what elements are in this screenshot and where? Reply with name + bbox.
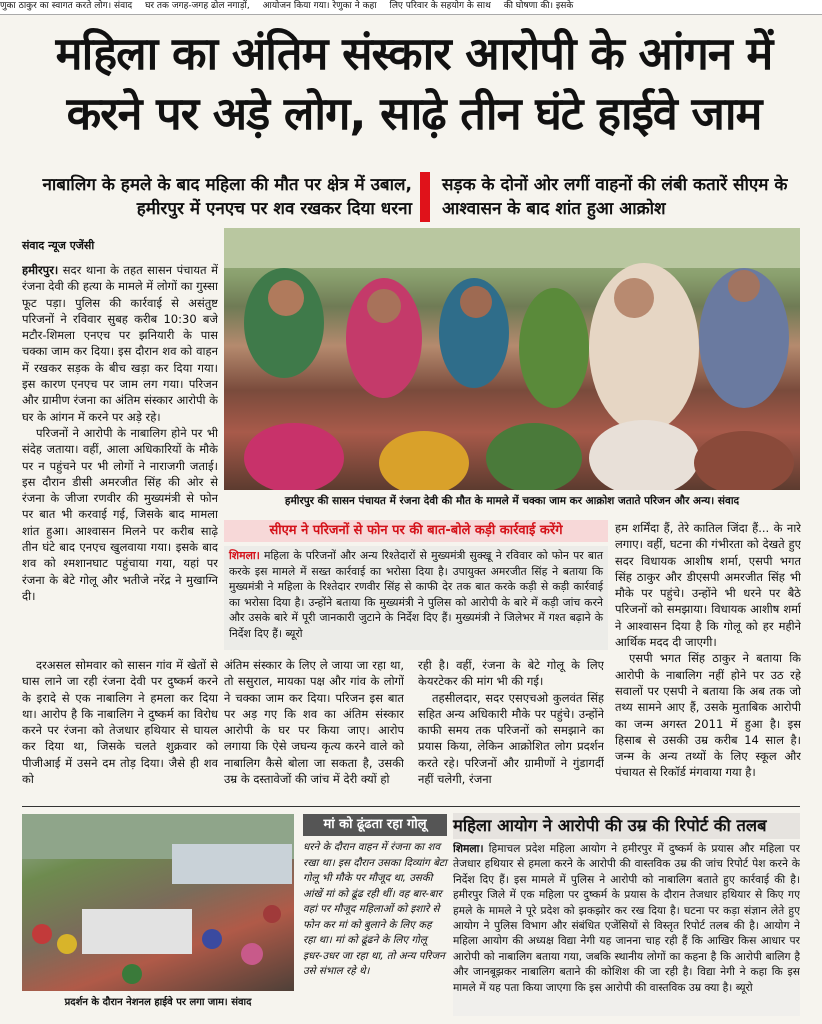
article-column-1 bbox=[22, 262, 218, 657]
article-column-1-bottom bbox=[22, 657, 218, 797]
paragraph: अंतिम संस्कार के लिए ले जाया जा रहा था, तो ससुराल, मायका पक्ष और गांव के लोगों ने चक्का जाम कर दिया। परिजन इस बात पर अड़ गए कि शव का अंतिम संस्कार आरोपी के घर पर किया जाए। आरोप लगाया कि ऐसे जघन्य कृत्य करने वाले को नाबालिग कैसे बोला जा सकता है, उसकी उम्र के दस्तावेजों की जांच में देरी क्यों हो bbox=[224, 658, 404, 787]
article-column-2 bbox=[224, 657, 404, 797]
commission-dateline: शिमला। bbox=[453, 842, 484, 855]
section-divider bbox=[22, 806, 800, 807]
strip-text: णुका ठाकुर का स्वागत करते लोग। संवाद bbox=[0, 1, 133, 11]
paragraph: सदर थाना के तहत सासन पंचायत में रंजना देवी की हत्या के मामले में लोगों का गुस्सा फूट पड़ा। पुलिस की कार्रवाई से असंतुष्ट परिजनों ने रविवार सुबह करीब 10:30 बजे मटौर-शिमला एनएच पर झनियारी के पास चक्का जाम कर दिया। इस दौरान शव को वाहन में रखकर सड़क के बीच खड़ा कर दिया गया। इस कारण एनएच पर जाम लग गया। परिजन और ग्रामीण रंजना का अंतिम संस्कार आरोपी के घर के आंगन में करने पर अड़े रहे। bbox=[22, 263, 218, 424]
strip-text: लिए परिवार के सहयोग के साथ bbox=[389, 1, 491, 11]
subheadline-left: नाबालिग के हमले के बाद महिला की मौत पर क्षेत्र में उबाल, हमीरपुर में एनएच पर शव रखकर दिया धरना bbox=[42, 175, 412, 219]
paragraph: एसपी भगत सिंह ठाकुर ने बताया कि आरोपी के नाबालिग नहीं होने पर उठ रहे सवालों पर एसपी ने बताया कि अब तक जो तथ्य सामने आए हैं, उसके मुताबिक आरोपी का जन्म अगस्त 2011 में हुआ है। इस हिसाब से उसकी उम्र करीब 14 साल है। जन्म के अन्य तथ्यों के लिए स्कूल और पंचायत से रिकॉर्ड मंगवाया गया है। bbox=[615, 651, 801, 780]
article-column-4 bbox=[615, 520, 801, 797]
box-text: महिला के परिजनों और अन्य रिश्तेदारों से मुख्यमंत्री सुक्खू ने रविवार को फोन पर बात करके इस मामले में सख्त कार्रवाई का भरोसा दिया है। उपायुक्त अमरजीत सिंह ने बताया कि मुख्यमंत्री ने महिला के रिश्तेदार रणवीर सिंह से काफी देर तक बात करके कड़ी से कड़ी कार्रवाई का भरोसा दिया है। उन्होंने बताया कि मुख्यमंत्री ने पुलिस को आरोपी के बारे में कड़ी जांच करने और उसके बारे में पूरी जानकारी जुटाने के निर्देश दिए हैं। मुख्यमंत्री ने जिलेभर में गश्त बढ़ाने के निर्देश दिए हैं। bbox=[229, 549, 603, 640]
traffic-jam-photo bbox=[22, 814, 294, 991]
previous-story-strip bbox=[0, 0, 822, 15]
side-story: धरने के दौरान वाहन में रंजना का शव रखा था। इस दौरान उसका दिव्यांग बेटा गोलू भी मौके पर मौजूद था, उसकी आंखें मां को ढूंढ रही थीं। वह बार-बार वहां पर मौजूद महिलाओं को इशारे से फोन कर मां को बुलाने के लिए कह रहा था। मां को ढूंढने के लिए गोलू इधर-उधर जा रहा था, तो अन्य परिजन उसे संभाल रहे थे। bbox=[303, 841, 447, 977]
box-dateline: शिमला। bbox=[229, 549, 260, 562]
strip-text: आयोजन किया गया। रेणुका ने कहा bbox=[262, 1, 377, 11]
article-column-3 bbox=[418, 657, 604, 797]
paragraph: हम शर्मिंदा हैं, तेरे कातिल जिंदा हैं... के नारे लगाए। वहीं, घटना की गंभीरता को देखते हुए सदर विधायक आशीष शर्मा, एसपी भगत सिंह ठाकुर और डीएसपी अमरजीत सिंह भी मौके पर पहुंचे। उन्होंने भी धरने पर बैठे परिजनों को समझाया। विधायक आशीष शर्मा ने आश्वासन दिया है कि गोलू को हर महीने आर्थिक मदद दी जाएगी। bbox=[615, 521, 801, 650]
strip-text: की घोषणा की। इसके bbox=[503, 1, 574, 11]
crowd-illustration bbox=[224, 228, 800, 490]
commission-story bbox=[453, 841, 800, 1016]
box-title: सीएम ने परिजनों से फोन पर की बात-बोले कड़ी कार्रवाई करेंगे bbox=[224, 520, 608, 542]
paragraph: रही है। वहीं, रंजना के बेटे गोलू के लिए केयरटेकर की मांग भी की गई। bbox=[418, 658, 604, 689]
jam-illustration bbox=[22, 814, 294, 991]
protest-photo bbox=[224, 228, 800, 490]
cm-call-box bbox=[224, 546, 608, 650]
commission-credit: ब्यूरो bbox=[735, 980, 753, 994]
dateline: हमीरपुर। bbox=[22, 263, 59, 277]
byline: संवाद न्यूज एजेंसी bbox=[22, 239, 95, 252]
paragraph: दरअसल सोमवार को सासन गांव में खेतों से घास लाने जा रही रंजना देवी पर दुष्कर्म करने के इरादे से एक नाबालिग ने हमला कर दिया था। आरोप है कि नाबालिग ने दुष्कर्म का विरोध करने पर रंजना को तेजधार हथियार से घायल कर दिया था, जिसके चलते शुक्रवार को पीजीआई में उसने दम तोड़ दिया। जैसे ही शव को bbox=[22, 658, 218, 787]
subheadline-right: सड़क के दोनों ओर लगीं वाहनों की लंबी कतारें सीएम के आश्वासन के बाद शांत हुआ आक्रोश bbox=[442, 175, 788, 219]
photo2-caption: प्रदर्शन के दौरान नेशनल हाईवे पर लगा जाम। संवाद bbox=[64, 997, 252, 1008]
red-divider bbox=[420, 172, 430, 222]
side-title: मां को ढूंढता रहा गोलू bbox=[303, 814, 447, 836]
paragraph: तहसीलदार, सदर एसएचओ कुलवंत सिंह सहित अन्य अधिकारी मौके पर पहुंचे। उन्होंने काफी समय तक परिजनों को समझाने का प्रयास किया, लेकिन आक्रोशित लोग प्रदर्शन करते रहे। परिजनों और ग्रामीणों ने गुंडागर्दी नहीं चलेगी, रंजना bbox=[418, 690, 604, 787]
strip-text: घर तक जगह-जगह ढोल नगाड़ों, bbox=[145, 1, 250, 11]
paragraph: परिजनों ने आरोपी के नाबालिग होने पर भी संदेह जताया। वहीं, आला अधिकारियों के मौके पर न पहुंचने पर भी लोगों ने नाराजगी जताई। इस दौरान डीसी अमरजीत सिंह की ओर से रंजना के जीजा रणवीर की मुख्यमंत्री से फोन पर बात भी करवाई गई, जिसके बाद मामला शांत हुआ। आश्वासन मिलने पर करीब साढ़े तीन घंटे बाद एनएच खुलवाया गया। इसके बाद शव को श्मशानघाट पहुंचाया गया, यहां पर रंजना के बेटे गोलू और भतीजे नरेंद्र ने मुखाग्नि दी। bbox=[22, 425, 218, 603]
commission-text: हिमाचल प्रदेश महिला आयोग ने हमीरपुर में दुष्कर्म के प्रयास और महिला पर तेजधार हथियार से हमला करने के आरोपी की वास्तविक उम्र की जांच रिपोर्ट पेश करने के निर्देश दिए हैं। इस मामले में पुलिस ने आरोपी को नाबालिग बताते हुए कार्रवाई की है। हमीरपुर जिले में एक महिला पर दुष्कर्म के प्रयास के दौरान तेजधार हथियार से किए गए हमले के मामले ने पूरे प्रदेश को झकझोर कर रख दिया है। घटना पर कड़ा संज्ञान लेते हुए आयोग ने पुलिस विभाग और संबंधित एजेंसियों से विस्तृत रिपोर्ट तलब की है। आयोग ने महिला आयोग की अध्यक्ष विद्या नेगी यह जानना चाह रही हैं कि आखिर किस आधार पर आरोपी को नाबालिग बताया गया, जबकि स्थानीय लोगों का कहना है कि आरोपी बालिग है और जानबूझकर नाबालिग बताने की कोशिश की जा रही है। विद्या नेगी ने कहा कि इस मामले में यह पता किया जाएगा कि इस आरोपी की वास्तविक उम्र क्या है। bbox=[453, 842, 800, 994]
commission-title: महिला आयोग ने आरोपी की उम्र की रिपोर्ट की तलब bbox=[453, 813, 800, 839]
photo-caption: हमीरपुर की सासन पंचायत में रंजना देवी की मौत के मामले में चक्का जाम कर आक्रोश जताते परिजन और अन्य। संवाद bbox=[284, 495, 740, 507]
box-credit: ब्यूरो bbox=[285, 626, 303, 640]
headline: महिला का अंतिम संस्कार आरोपी के आंगन में करने पर अड़े लोग, साढ़े तीन घंटे हाईवे जाम bbox=[55, 27, 773, 140]
